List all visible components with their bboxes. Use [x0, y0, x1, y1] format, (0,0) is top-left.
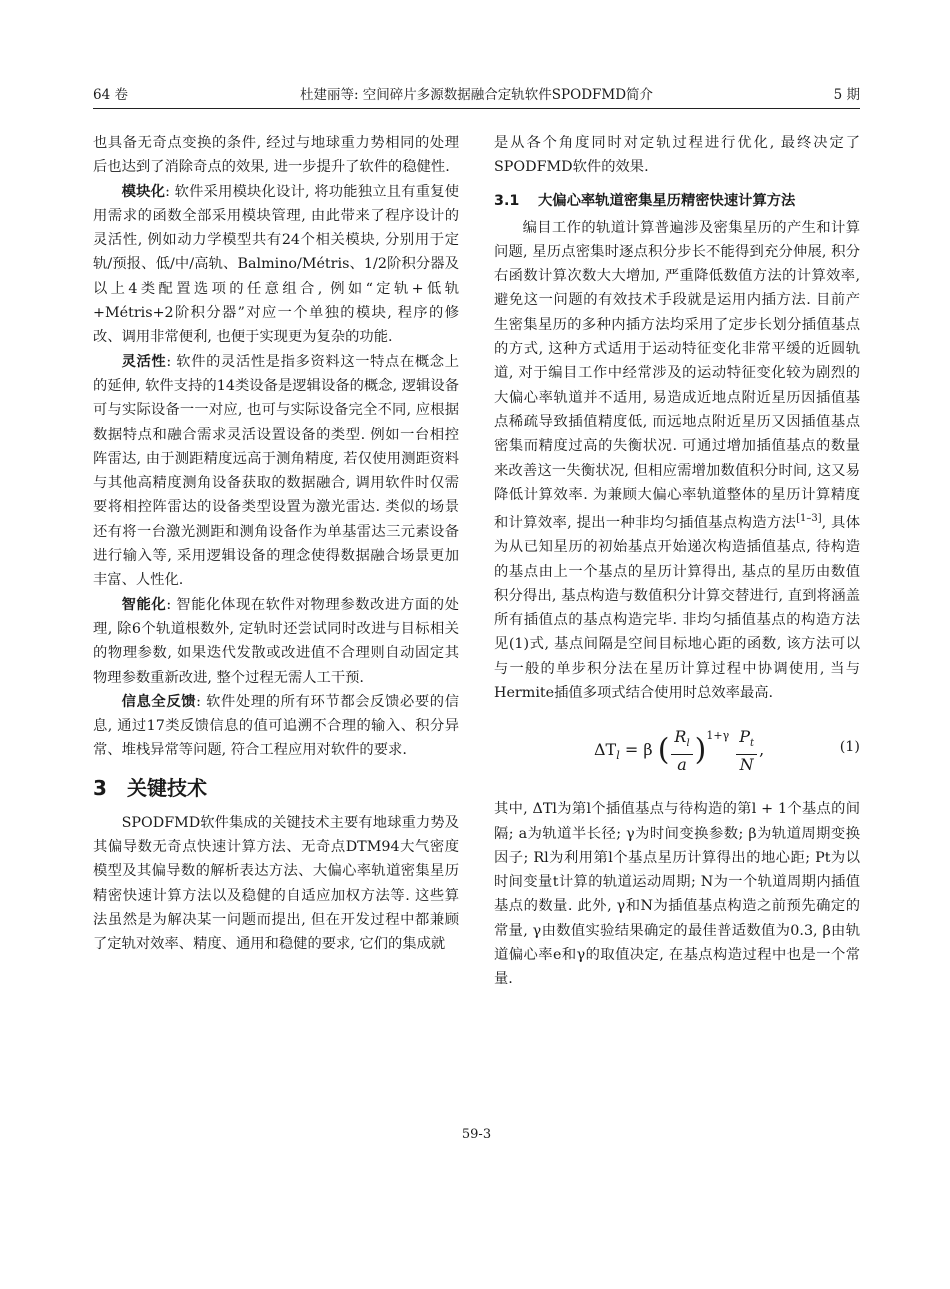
issue-label: 5 期	[833, 87, 860, 103]
fraction-p-over-n: $\frac{P_t}{N}$	[736, 727, 757, 775]
section-number: 3	[93, 775, 107, 800]
paragraph	[494, 216, 860, 706]
eq-equals: = β	[624, 740, 653, 760]
section-heading	[93, 775, 459, 801]
paragraph-intelligence	[93, 593, 459, 690]
left-column	[93, 131, 459, 957]
paragraph-text: : 软件的灵活性是指多资料这一特点在概念上的延伸, 软件支持的14类设备是逻辑设备的概念, 逻辑设备可与实际设备一一对应, 也可与实际设备完全不同, 应根据数据特点和融合需求灵活设置设备的类型. 例如一台相控阵雷达, 由于测距精度远高于测角精度, 若仅使用测距资料与其他高精度测角设备获取的数据融合, 调用软件时仅需要将相控阵雷达的设备类型设置为激光雷达. 类似的场景还有将一台激光测距和测角设备作为单基雷达三元素设备进行输入等, 采用逻辑设备的理念使得数据融合场景更加丰富、人性化.	[93, 353, 460, 589]
paragraph-modularity	[93, 180, 459, 350]
paragraph: 其中, ΔTl为第l个插值基点与待构造的第l + 1个基点的间隔; a为轨道半长径; γ为时间变换参数; β为轨道周期变换因子; Rl为利用第l个基点星历计算得出的地心距; Pt为以时间变量t计算的轨道运动周期; N为一个轨道周期内插值基点的数量. 此外, γ和N为插值基点构造之前预先确定的常量, γ由数值实验结果确定的最佳普适数值为0.3, β由轨道偏心率e和γ的取值决定, 在基点构造过程中也是一个常量.	[494, 801, 860, 988]
fraction-r-over-a: $\frac{R_l}{a}$	[671, 727, 692, 775]
paragraph-text: : 智能化体现在软件对物理参数改进方面的处理, 除6个轨道根数外, 定轨时还尝试同时改进与目标相关的物理参数, 如果迭代发散或改进值不合理则自动固定其物理参数重新改进, 整个过程无需人工干预.	[93, 596, 460, 686]
paragraph-flexibility	[93, 350, 459, 593]
paragraph-feedback	[93, 690, 459, 763]
subsection-title: 大偏心率轨道密集星历精密快速计算方法	[538, 192, 796, 209]
paragraph-text: : 软件处理的所有环节都会反馈必要的信息, 通过17类反馈信息的值可追溯不合理的输入、积分异常、堆栈异常等问题, 符合工程应用对软件的要求.	[93, 693, 459, 759]
paragraph: 也具备无奇点变换的条件, 经过与地球重力势相同的处理后也达到了消除奇点的效果, 进一步提升了软件的稳健性.	[93, 135, 459, 176]
running-title: 杜建丽等: 空间碎片多源数据融合定轨软件SPODFMD简介	[299, 87, 654, 103]
eq-lhs: ΔT	[594, 740, 617, 760]
paragraph-text: , 具体为从已知星历的初始基点开始递次构造插值基点, 待构造的基点由上一个基点的星历计算得出, 基点的星历由数值积分得出, 基点构造与数值积分计算交替进行, 直到将涵盖所有插值点的基点构造完毕. 非均匀插值基点的构造方法见(1)式, 基点间隔是空间目标地心距的函数, 该方法可以与一般的单步积分法在星历计算过程中协调使用, 当与Hermite插值多项式结合使用时总效率最高.	[494, 514, 860, 701]
eq-lhs-sub: l	[616, 749, 620, 763]
subsection-heading	[494, 190, 860, 212]
keyword: 模块化	[121, 183, 166, 200]
paragraph-text: 编目工作的轨道计算普遍涉及密集星历的产生和计算问题, 星历点密集时逐点积分步长不能得到充分伸展, 积分右函数计算次数大大增加, 严重降低数值方法的计算效率, 避免这一问题的有效技术手段就是运用内插方法. 目前产生密集星历的多种内插方法均采用了定步长划分插值基点的方式, 这种方式适用于运动特征变化非常平缓的近圆轨道, 对于编目工作中经常涉及的运动特征变化较为剧烈的大偏心率轨道并不适用, 易造成近地点附近星历因插值基点稀疏导致插值精度低, 而远地点附近星历又因插值基点密集而精度过高的失衡状况. 可通过增加插值基点的数量来改善这一失衡状况, 但相应需增加数值积分时间, 这又易降低计算效率. 为兼顾大偏心率轨道整体的星历计算精度和计算效率, 提出一种非均匀插值基点构造方法	[494, 219, 860, 531]
equation-number: (1)	[839, 739, 860, 756]
keyword: 信息全反馈	[121, 693, 197, 710]
running-header	[93, 84, 860, 106]
exponent: 1+γ	[706, 729, 730, 743]
right-column	[494, 131, 860, 992]
subsection-number: 3.1	[494, 192, 520, 209]
page-number: 59-3	[461, 1127, 492, 1142]
paragraph-text: : 软件采用模块化设计, 将功能独立且有重复使用需求的函数全部采用模块管理, 由此带来了程序设计的灵活性, 例如动力学模型共有24个相关模块, 分别用于定轨/预报、低/中/高轨、Balmino/Métris、1/2阶积分器及以上4类配置选项的任意组合, 例如“定轨+低轨+Métris+2阶积分器”对应一个单独的模块, 程序的修改、调用非常便利, 也便于实现更为复杂的功能.	[93, 183, 459, 346]
keyword: 智能化	[121, 596, 167, 613]
section-title: 关键技术	[127, 775, 207, 800]
paragraph: 是从各个角度同时对定轨过程进行优化, 最终决定了SPODFMD软件的效果.	[494, 135, 860, 176]
equation-body: $\Delta T_l = \beta$ ( $\frac{R_l}{a}$ )$^{1+\gamma}$ $\frac{P_t}{N}$ ,	[594, 726, 765, 774]
keyword: 灵活性	[121, 353, 167, 370]
header-rule	[93, 108, 860, 109]
paragraph: SPODFMD软件集成的关键技术主要有地球重力势及其偏导数无奇点快速计算方法、无奇点DTM94大气密度模型及其偏导数的解析表达方法、大偏心率轨道密集星历精密快速计算方法以及稳健的自适应加权方法等. 这些算法虽然是为解决某一问题而提出, 但在开发过程中都兼顾了定轨对效率、精度、通用和稳健的要求, 它们的集成就	[93, 814, 459, 953]
citation: [1–3]	[796, 513, 822, 525]
volume-label: 64 卷	[93, 87, 128, 103]
equation-1	[494, 719, 860, 787]
